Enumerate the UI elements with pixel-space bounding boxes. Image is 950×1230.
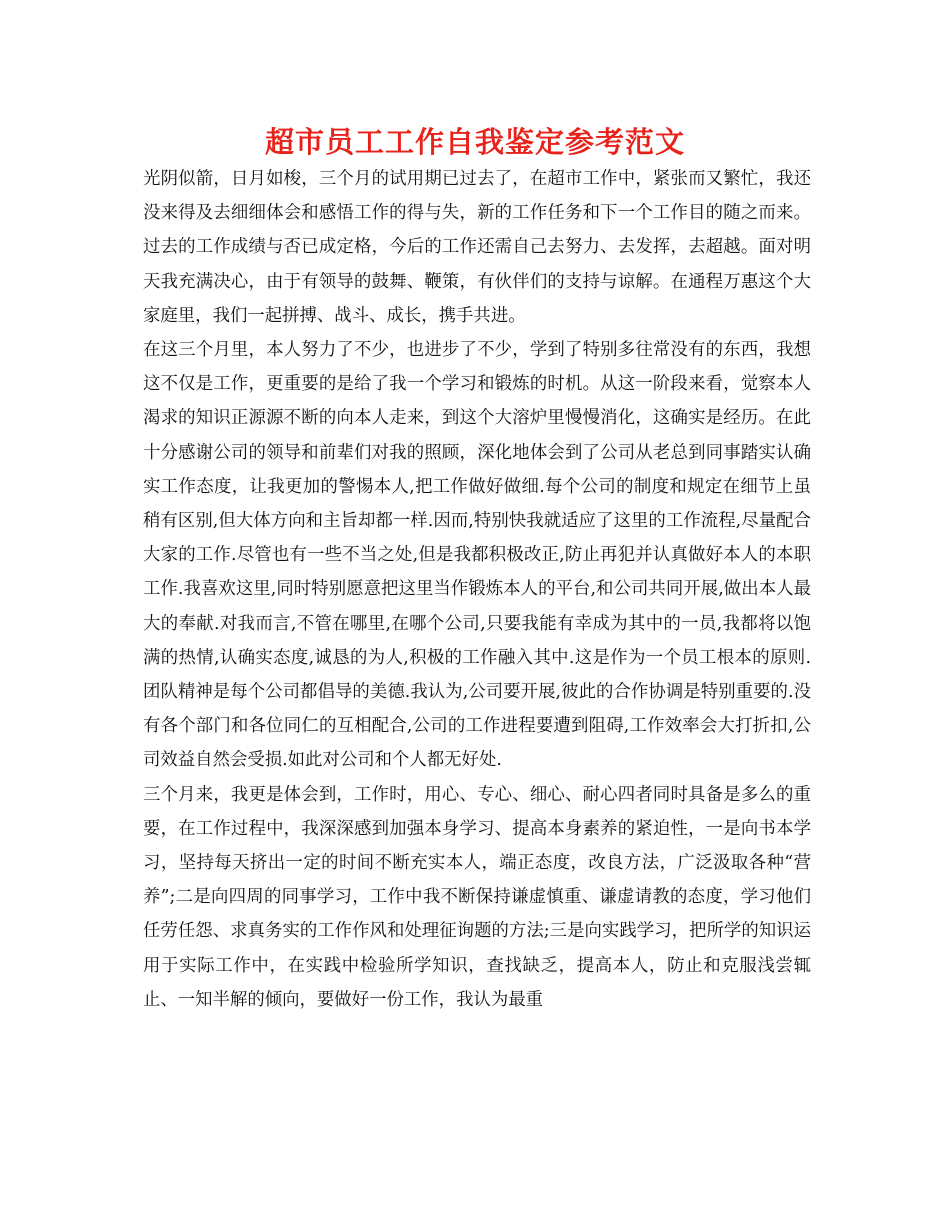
paragraph-2: 在这三个月里，本人努力了不少，也进步了不少，学到了特别多往常没有的东西，我想这不仅是工作，更重要的是给了我一个学习和锻炼的时机。从这一阶段来看，觉察本人渴求的知识正源源不断的向本人走来，到这个大溶炉里慢慢消化，这确实是经历。在此十分感谢公司的领导和前辈们对我的照顾，深化地体会到了公司从老总到同事踏实认确实工作态度，让我更加的警惕本人,把工作做好做细.每个公司的制度和规定在细节上虽稍有区别,但大体方向和主旨却都一样.因而,特别快我就适应了这里的工作流程,尽量配合大家的工作.尽管也有一些不当之处,但是我都积极改正,防止再犯并认真做好本人的本职工作.我喜欢这里,同时特别愿意把这里当作锻炼本人的平台,和公司共同开展,做出本人最大的奉献.对我而言,不管在哪里,在哪个公司,只要我能有幸成为其中的一员,我都将以饱满的热情,认确实态度,诚恳的为人,积极的工作融入其中.这是作为一个员工根本的原则.团队精神是每个公司都倡导的美德.我认为,公司要开展,彼此的合作协调是特别重要的.没有各个部门和各位同仁的互相配合,公司的工作进程要遭到阻碍,工作效率会大打折扣,公司效益自然会受损.如此对公司和个人都无好处.	[143, 340, 811, 771]
paragraph-1: 光阴似箭，日月如梭，三个月的试用期已过去了，在超市工作中，紧张而又繁忙，我还没来得及去细细体会和感悟工作的得与失，新的工作任务和下一个工作目的随之而来。过去的工作成绩与否已成定格，今后的工作还需自己去努力、去发挥，去超越。面对明天我充满决心，由于有领导的鼓舞、鞭策，有伙伴们的支持与谅解。在通程万惠这个大家庭里，我们一起拼搏、战斗、成长，携手共进。	[143, 169, 811, 326]
document-title: 超市员工工作自我鉴定参考范文	[264, 125, 685, 159]
paragraph-3: 三个月来，我更是体会到，工作时，用心、专心、细心、耐心四者同时具备是多么的重要，在工作过程中，我深深感到加强本身学习、提高本身素养的紧迫性，一是向书本学习，坚持每天挤出一定的时间不断充实本人，端正态度，改良方法，广泛汲取各种“营养”;二是向四周的同事学习，工作中我不断保持谦虚慎重、谦虚请教的态度，学习他们任劳任怨、求真务实的工作作风和处理征询题的方法;三是向实践学习，把所学的知识运用于实际工作中，在实践中检验所学知识，查找缺乏，提高本人，防止和克服浅尝辄止、一知半解的倾向，要做好一份工作，我认为最重	[143, 784, 811, 1010]
document-body	[143, 162, 811, 1017]
